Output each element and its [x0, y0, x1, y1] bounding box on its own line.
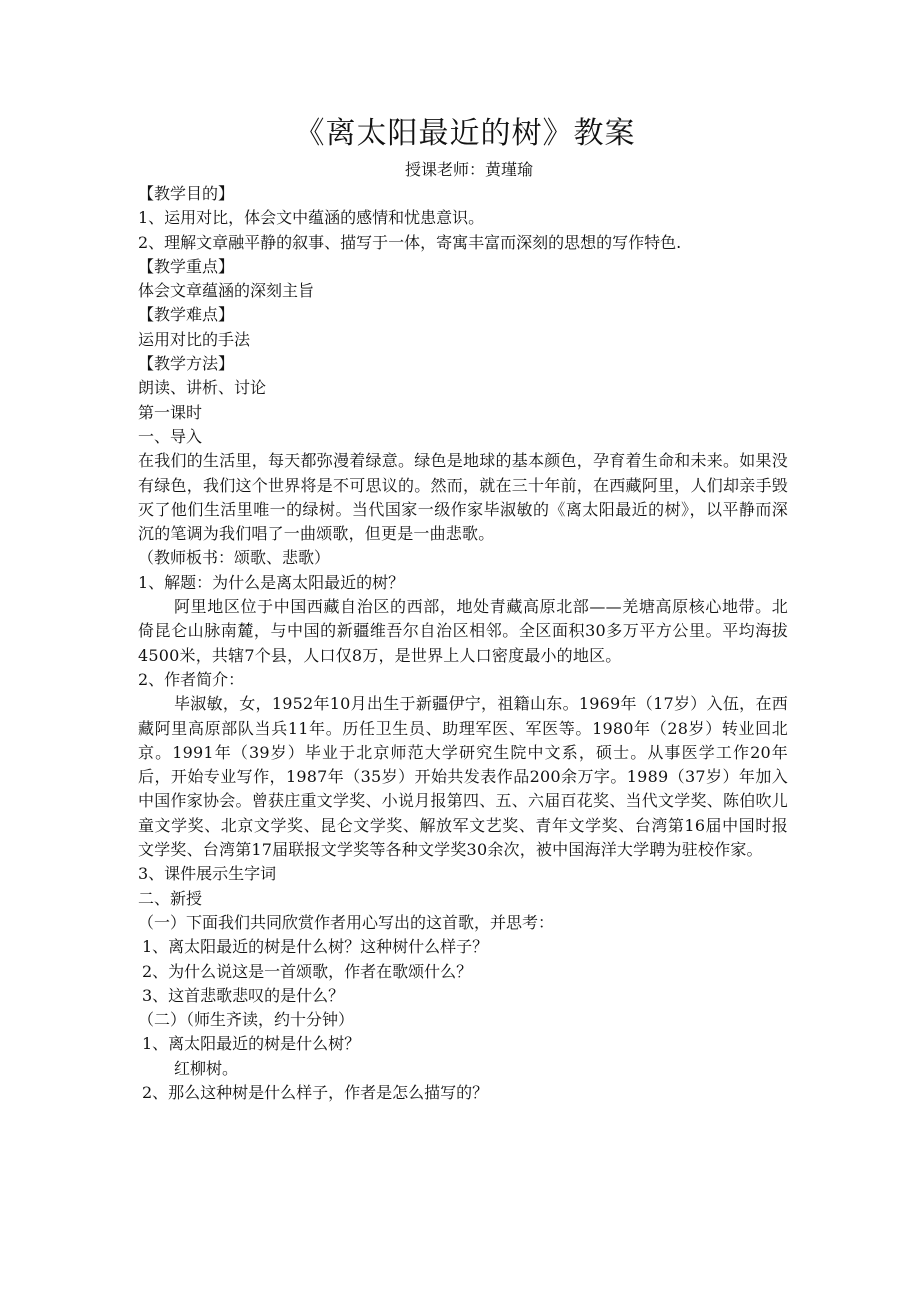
heading-teaching-goals: 【教学目的】: [138, 184, 235, 203]
author-heading: 2、作者简介：: [138, 669, 245, 689]
part-one-prompt: （一）下面我们共同欣赏作者用心写出的这首歌，并思考：: [138, 912, 555, 932]
document-page: [138, 112, 788, 1105]
heading-methods: 【教学方法】: [138, 354, 235, 374]
methods-text: 朗读、讲析、讨论: [138, 378, 267, 398]
section-new-heading: 二、新授: [138, 888, 203, 908]
topic-question: 1、解题：为什么是离太阳最近的树？: [138, 572, 405, 592]
part-two-question-2: 2、那么这种树是什么样子，作者是怎么描写的？: [142, 1082, 489, 1102]
intro-paragraph: 在我们的生活里，每天都弥漫着绿意。绿色是地球的基本颜色，孕育着生命和未来。如果没有绿色，我们这个世界将是不可思议的。然而，就在三十年前，在西藏阿里，人们却亲手毁灭了他们生活里唯一的绿树。当代国家一级作家毕淑敏的《离太阳最近的树》，以平静而深沉的笔调为我们唱了一曲颂歌，但更是一曲悲歌。: [138, 451, 788, 544]
goal-item-2: 2、理解文章融平静的叙事、描写于一体，寄寓丰富而深刻的思想的写作特色.: [138, 232, 682, 252]
lesson-one-label: 第一课时: [138, 402, 203, 422]
part-one-question-1: 1、离太阳最近的树是什么树？这种树什么样子？: [142, 937, 489, 957]
heading-difficulties: 【教学难点】: [138, 305, 235, 325]
teacher-line: 授课老师：黄瑾瑜: [404, 160, 533, 179]
ali-paragraph: 阿里地区位于中国西藏自治区的西部，地处青藏高原北部——羌塘高原核心地带。北倚昆仑山脉南麓，与中国的新疆维吾尔自治区相邻。全区面积30多万平方公里。平均海拔4500米，共辖7个县，人口仅8万，是世界上人口密度最小的地区。: [138, 597, 788, 665]
part-two-question-1: 1、离太阳最近的树是什么树？: [142, 1034, 361, 1054]
part-two-prompt: （二）（师生齐读，约十分钟）: [138, 1010, 355, 1030]
document-title: 《离太阳最近的树》教案: [294, 116, 636, 151]
key-points-text: 体会文章蕴涵的深刻主旨: [138, 281, 315, 301]
section-intro-heading: 一、导入: [138, 426, 203, 446]
vocab-line: 3、课件展示生字词: [138, 864, 277, 884]
part-one-question-3: 3、这首悲歌悲叹的是什么？: [142, 985, 345, 1005]
goal-item-1: 1、运用对比，体会文中蕴涵的感情和忧患意识。: [138, 208, 485, 228]
heading-key-points: 【教学重点】: [138, 256, 235, 276]
board-note: （教师板书：颂歌、悲歌）: [138, 548, 331, 568]
difficulties-text: 运用对比的手法: [138, 329, 251, 349]
author-paragraph: 毕淑敏，女，1952年10月出生于新疆伊宁，祖籍山东。1969年（17岁）入伍，在西藏阿里高原部队当兵11年。历任卫生员、助理军医、军医等。1980年（28岁）转业回北京。1991年（39岁）毕业于北京师范大学研究生院中文系，硕士。从事医学工作20年后，开始专业写作，1987年（35岁）开始共发表作品200余万字。1989（37岁）年加入中国作家协会。曾获庄重文学奖、小说月报第四、五、六届百花奖、当代文学奖、陈伯吹儿童文学奖、北京文学奖、昆仑文学奖、解放军文艺奖、青年文学奖、台湾第16届中国时报文学奖、台湾第17届联报文学奖等各种文学奖30余次，被中国海洋大学聘为驻校作家。: [138, 694, 788, 860]
part-two-answer-1: 红柳树。: [174, 1058, 239, 1078]
part-one-question-2: 2、为什么说这是一首颂歌，作者在歌颂什么？: [142, 961, 473, 981]
